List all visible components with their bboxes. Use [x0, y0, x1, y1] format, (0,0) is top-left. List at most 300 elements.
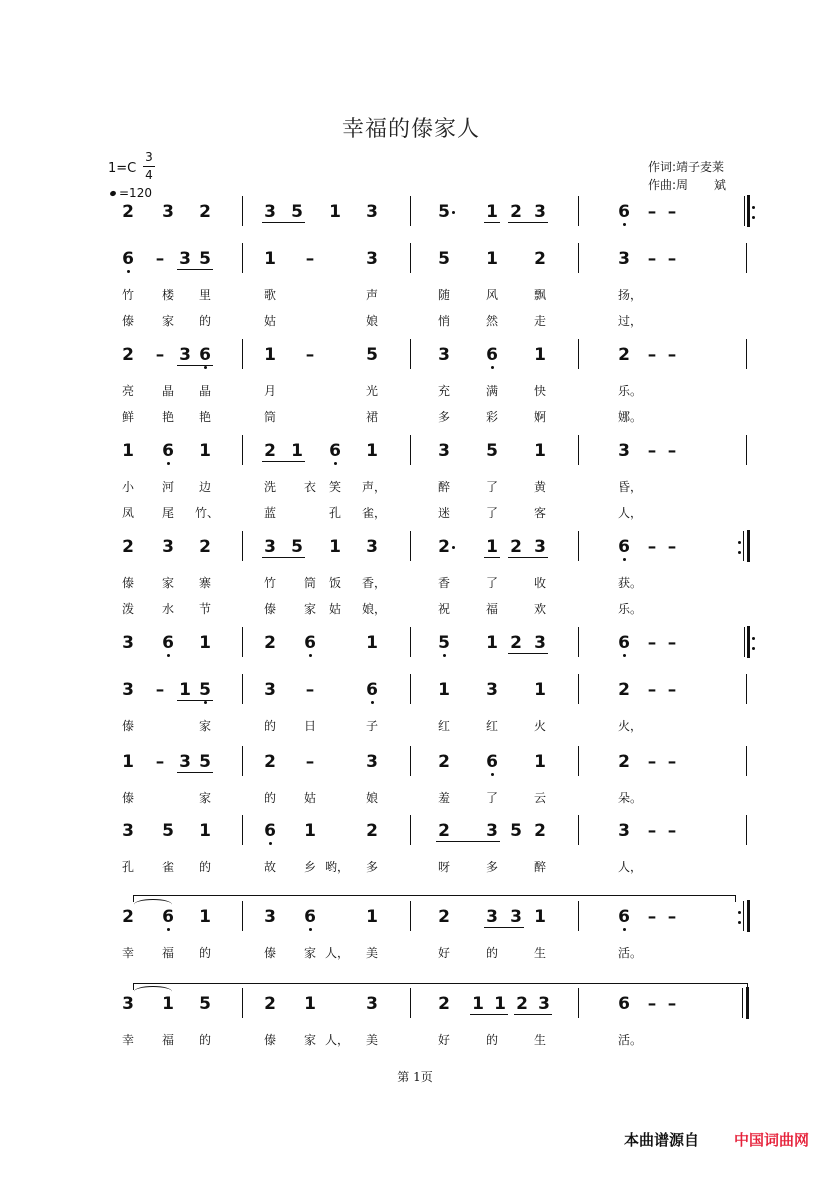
- note: 2: [122, 907, 134, 927]
- lyric-char: 家: [303, 602, 316, 616]
- note: 2: [199, 202, 211, 222]
- lyric-char: 的: [198, 860, 211, 874]
- note: 6: [486, 345, 498, 365]
- dash: –: [667, 994, 677, 1014]
- eighth-underline: [484, 222, 500, 223]
- lyric-char: 傣: [121, 576, 134, 590]
- barline: [242, 815, 243, 845]
- note: 6: [329, 441, 341, 461]
- barline: [578, 627, 579, 657]
- eighth-underline: [508, 653, 548, 654]
- lyric-char: 生: [533, 1033, 546, 1047]
- note: 3: [264, 202, 276, 222]
- lyric-char: 火: [533, 719, 546, 733]
- barline: [242, 988, 243, 1018]
- octave-dot: [309, 654, 312, 657]
- lyric-char: 获。: [618, 576, 643, 590]
- note: 5: [486, 441, 498, 461]
- dash: –: [305, 680, 315, 700]
- lyric-char: 姑: [263, 314, 276, 328]
- barline: [242, 627, 243, 657]
- lyric-char: 傣: [121, 719, 134, 733]
- note: 3: [162, 537, 174, 557]
- note: 6: [618, 537, 630, 557]
- barline: [746, 339, 747, 369]
- note: 3: [179, 249, 191, 269]
- note: 3: [122, 633, 134, 653]
- barline: [578, 746, 579, 776]
- note: 2: [264, 441, 276, 461]
- lyric-char: 人，: [618, 506, 643, 520]
- dash: –: [667, 249, 677, 269]
- note: 3: [534, 537, 546, 557]
- lyric-char: 美: [365, 946, 378, 960]
- lyric-char: 的: [485, 946, 498, 960]
- dash: –: [667, 441, 677, 461]
- lyric-char: 充: [437, 384, 450, 398]
- note: 5: [291, 202, 303, 222]
- source-label: 本曲谱源自: [624, 1131, 700, 1149]
- note: 5: [199, 994, 211, 1014]
- lyric-char: 凤: [121, 506, 134, 520]
- note: 3: [264, 680, 276, 700]
- page-number: 第 1页: [397, 1070, 433, 1084]
- note: 3: [438, 345, 450, 365]
- note: 1: [366, 907, 378, 927]
- octave-dot: [167, 462, 170, 465]
- octave-dot: [371, 701, 374, 704]
- note: 3: [366, 249, 378, 269]
- barline: [743, 531, 744, 561]
- lyric-char: 雀，: [362, 506, 387, 520]
- quarter-note-icon: [109, 190, 116, 197]
- lyric-char: 迷: [437, 506, 450, 520]
- lyric-char: 竹: [121, 288, 134, 302]
- lyric-char: 娘: [365, 791, 378, 805]
- lyric-char: 人，: [325, 946, 350, 960]
- lyric-char: 昏，: [618, 480, 643, 494]
- lyric-char: 故: [263, 860, 276, 874]
- note: 1: [534, 907, 546, 927]
- lyric-char: 婀: [533, 410, 546, 424]
- lyric-char: 雀: [161, 860, 174, 874]
- lyric-char: 欢: [533, 602, 546, 616]
- lyric-char: 节: [198, 602, 211, 616]
- note: 5: [366, 345, 378, 365]
- repeat-dot: [752, 647, 755, 650]
- dash: –: [667, 537, 677, 557]
- note: 2: [199, 537, 211, 557]
- dash: –: [647, 441, 657, 461]
- note: 6: [366, 680, 378, 700]
- lyric-char: 傣: [121, 314, 134, 328]
- note: 1: [438, 680, 450, 700]
- note: 3: [366, 994, 378, 1014]
- dash: –: [647, 680, 657, 700]
- repeat-dot: [752, 206, 755, 209]
- barline: [242, 531, 243, 561]
- octave-dot: [309, 928, 312, 931]
- note: 2: [264, 994, 276, 1014]
- barline: [410, 243, 411, 273]
- barline: [578, 531, 579, 561]
- dash: –: [667, 680, 677, 700]
- lyric-char: 红: [485, 719, 498, 733]
- note: 3: [366, 537, 378, 557]
- composer-name-2: 斌: [714, 178, 727, 192]
- repeat-dot: [752, 216, 755, 219]
- note: 5: [438, 202, 450, 222]
- note: 1: [534, 345, 546, 365]
- lyric-char: 衣: [303, 480, 316, 494]
- note: 2: [122, 537, 134, 557]
- barline: [578, 339, 579, 369]
- octave-dot: [334, 462, 337, 465]
- barline: [410, 339, 411, 369]
- time-signature: [143, 150, 155, 183]
- note: 1: [304, 821, 316, 841]
- note: 5: [510, 821, 522, 841]
- lyric-char: 然: [485, 314, 498, 328]
- lyric-char: 彩: [485, 410, 498, 424]
- dash: –: [305, 345, 315, 365]
- eighth-underline: [508, 557, 548, 558]
- eighth-underline: [177, 365, 213, 366]
- lyric-char: 朵。: [618, 791, 643, 805]
- lyric-char: 好: [437, 946, 450, 960]
- lyric-char: 火，: [618, 719, 643, 733]
- lyric-char: 悄: [437, 314, 450, 328]
- note: 1: [199, 821, 211, 841]
- dash: –: [667, 202, 677, 222]
- note: 1: [486, 249, 498, 269]
- barline: [410, 196, 411, 226]
- octave-dot: [623, 558, 626, 561]
- eighth-underline: [508, 222, 548, 223]
- barline: [242, 674, 243, 704]
- lyric-char: 傣: [263, 1033, 276, 1047]
- note: 3: [179, 752, 191, 772]
- octave-dot: [491, 366, 494, 369]
- lyric-char: 傣: [121, 791, 134, 805]
- slur: [134, 899, 172, 910]
- lyric-char: 竹、: [195, 506, 220, 520]
- lyric-char: 活。: [618, 1033, 643, 1047]
- note: 2: [122, 202, 134, 222]
- dash: –: [647, 821, 657, 841]
- note: 2: [618, 680, 630, 700]
- note: 1: [486, 537, 498, 557]
- note: 2: [122, 345, 134, 365]
- lyric-char: 乡: [303, 860, 316, 874]
- octave-dot: [204, 701, 207, 704]
- note: 2: [510, 633, 522, 653]
- lyric-char: 香，: [362, 576, 387, 590]
- octave-dot: [623, 928, 626, 931]
- note: 1: [494, 994, 506, 1014]
- lyric-char: 泼: [121, 602, 134, 616]
- octave-dot: [204, 366, 207, 369]
- note: 2: [510, 202, 522, 222]
- octave-dot: [491, 773, 494, 776]
- dash: –: [647, 345, 657, 365]
- barline: [410, 988, 411, 1018]
- lyric-char: 姑: [328, 602, 341, 616]
- note: 1: [122, 441, 134, 461]
- note: 1: [534, 441, 546, 461]
- note: 1: [486, 202, 498, 222]
- lyric-char: 饭: [328, 576, 341, 590]
- barline: [744, 627, 745, 657]
- lyric-char: 笑: [328, 480, 341, 494]
- lyric-char: 随: [437, 288, 450, 302]
- lyric-char: 的: [198, 946, 211, 960]
- note: 3: [486, 821, 498, 841]
- dash: –: [305, 249, 315, 269]
- volta-bracket: [133, 895, 736, 902]
- lyric-char: 家: [198, 791, 211, 805]
- tempo-value: =120: [119, 186, 152, 200]
- note: 2: [618, 345, 630, 365]
- note: 6: [162, 907, 174, 927]
- octave-dot: [167, 654, 170, 657]
- note: 3: [534, 633, 546, 653]
- barline: [242, 435, 243, 465]
- dash: –: [647, 202, 657, 222]
- lyric-char: 了: [485, 576, 498, 590]
- lyric-char: 小: [121, 480, 134, 494]
- thick-barline: [747, 530, 750, 562]
- barline: [410, 674, 411, 704]
- lyric-char: 的: [198, 1033, 211, 1047]
- barline: [242, 339, 243, 369]
- lyric-char: 醉: [437, 480, 450, 494]
- barline: [746, 746, 747, 776]
- lyric-char: 快: [533, 384, 546, 398]
- thick-barline: [746, 987, 749, 1019]
- lyric-char: 艳: [161, 410, 174, 424]
- barline: [578, 988, 579, 1018]
- lyric-char: 子: [365, 719, 378, 733]
- note: 3: [618, 249, 630, 269]
- note: 3: [486, 907, 498, 927]
- lyric-char: 筒: [303, 576, 316, 590]
- note: 6: [199, 345, 211, 365]
- lyric-char: 晶: [198, 384, 211, 398]
- lyric-char: 筒: [263, 410, 276, 424]
- note: 3: [179, 345, 191, 365]
- barline: [242, 196, 243, 226]
- lyric-char: 孔: [121, 860, 134, 874]
- lyric-char: 娘: [365, 314, 378, 328]
- eighth-underline: [484, 927, 524, 928]
- lyric-char: 幸: [121, 1033, 134, 1047]
- dash: –: [155, 249, 165, 269]
- note: 3: [264, 907, 276, 927]
- lyric-char: 红: [437, 719, 450, 733]
- lyric-char: 蓝: [263, 506, 276, 520]
- lyric-char: 人，: [325, 1033, 350, 1047]
- note: 2: [438, 994, 450, 1014]
- lyric-char: 生: [533, 946, 546, 960]
- lyric-char: 了: [485, 480, 498, 494]
- lyric-char: 鲜: [121, 410, 134, 424]
- note: 2: [438, 752, 450, 772]
- lyric-char: 裙: [365, 410, 378, 424]
- lyric-char: 多: [437, 410, 450, 424]
- barline: [743, 901, 744, 931]
- note: 2: [516, 994, 528, 1014]
- lyric-char: 好: [437, 1033, 450, 1047]
- lyric-char: 乐。: [618, 602, 643, 616]
- lyric-char: 多: [485, 860, 498, 874]
- note: 6: [304, 907, 316, 927]
- lyric-char: 走: [533, 314, 546, 328]
- note: 6: [162, 633, 174, 653]
- lyric-char: 日: [303, 719, 316, 733]
- dash: –: [155, 345, 165, 365]
- dash: –: [647, 633, 657, 653]
- note: 1: [199, 907, 211, 927]
- octave-dot: [623, 223, 626, 226]
- dash: –: [667, 752, 677, 772]
- barline: [578, 815, 579, 845]
- note: 5: [438, 249, 450, 269]
- dash: –: [647, 907, 657, 927]
- eighth-underline: [262, 222, 305, 223]
- lyric-char: 声，: [362, 480, 387, 494]
- note: 1: [264, 249, 276, 269]
- barline: [578, 435, 579, 465]
- note: 1: [162, 994, 174, 1014]
- octave-dot: [167, 928, 170, 931]
- barline: [746, 243, 747, 273]
- lyric-char: 了: [485, 791, 498, 805]
- lyric-char: 傣: [263, 602, 276, 616]
- lyric-char: 幸: [121, 946, 134, 960]
- dash: –: [647, 752, 657, 772]
- barline: [742, 988, 743, 1018]
- lyric-char: 的: [198, 314, 211, 328]
- lyric-char: 家: [198, 719, 211, 733]
- lyric-char: 边: [198, 480, 211, 494]
- note: 2: [264, 752, 276, 772]
- eighth-underline: [177, 269, 213, 270]
- note: 5: [199, 249, 211, 269]
- repeat-dot: [752, 637, 755, 640]
- lyric-char: 洗: [263, 480, 276, 494]
- barline: [746, 674, 747, 704]
- lyric-char: 满: [485, 384, 498, 398]
- eighth-underline: [484, 557, 500, 558]
- lyric-char: 家: [161, 314, 174, 328]
- note: 6: [122, 249, 134, 269]
- lyric-char: 了: [485, 506, 498, 520]
- lyric-char: 里: [198, 288, 211, 302]
- note: 1: [329, 537, 341, 557]
- note: 2: [510, 537, 522, 557]
- lyric-char: 月: [263, 384, 276, 398]
- barline: [744, 196, 745, 226]
- note: 3: [510, 907, 522, 927]
- note: 3: [486, 680, 498, 700]
- note: 1: [534, 752, 546, 772]
- dash: –: [667, 821, 677, 841]
- lyric-char: 孔: [328, 506, 341, 520]
- note: 3: [618, 821, 630, 841]
- eighth-underline: [262, 557, 305, 558]
- barline: [578, 243, 579, 273]
- note: 1: [199, 441, 211, 461]
- lyric-char: 歌: [263, 288, 276, 302]
- note: 3: [366, 752, 378, 772]
- note: 3: [618, 441, 630, 461]
- lyric-char: 呀: [437, 860, 450, 874]
- note: 3: [534, 202, 546, 222]
- dash: –: [155, 680, 165, 700]
- note: 1: [486, 633, 498, 653]
- repeat-dot: [738, 921, 741, 924]
- barline: [746, 815, 747, 845]
- note: 6: [304, 633, 316, 653]
- barline: [242, 243, 243, 273]
- lyric-char: 香: [437, 576, 450, 590]
- note: 1: [366, 441, 378, 461]
- barline: [410, 531, 411, 561]
- note: 6: [486, 752, 498, 772]
- eighth-underline: [436, 841, 500, 842]
- lyric-char: 祝: [437, 602, 450, 616]
- note: 1: [304, 994, 316, 1014]
- note: 2: [438, 537, 450, 557]
- lyric-char: 竹: [263, 576, 276, 590]
- lyric-char: 收: [533, 576, 546, 590]
- octave-dot: [269, 842, 272, 845]
- dash: –: [667, 907, 677, 927]
- note: 6: [264, 821, 276, 841]
- lyric-char: 的: [263, 719, 276, 733]
- time-numerator: 3: [145, 150, 153, 164]
- lyric-char: 亮: [121, 384, 134, 398]
- octave-dot: [443, 654, 446, 657]
- slur: [134, 986, 172, 997]
- lyric-char: 的: [485, 1033, 498, 1047]
- lyric-char: 娜。: [618, 410, 643, 424]
- note: 1: [366, 633, 378, 653]
- note: 5: [162, 821, 174, 841]
- lyric-char: 黄: [533, 480, 546, 494]
- lyric-char: 福: [161, 946, 174, 960]
- lyric-char: 哟，: [325, 860, 350, 874]
- note: 6: [618, 907, 630, 927]
- note: 1: [179, 680, 191, 700]
- lyric-char: 艳: [198, 410, 211, 424]
- eighth-underline: [177, 700, 213, 701]
- key-signature: 1=C: [108, 161, 137, 176]
- note: 2: [534, 249, 546, 269]
- barline: [578, 196, 579, 226]
- barline: [242, 901, 243, 931]
- barline: [410, 435, 411, 465]
- lyric-char: 家: [303, 1033, 316, 1047]
- note: 6: [618, 202, 630, 222]
- lyric-char: 福: [485, 602, 498, 616]
- repeat-dot: [738, 911, 741, 914]
- note: 3: [122, 821, 134, 841]
- note: 3: [122, 994, 134, 1014]
- thick-barline: [747, 195, 750, 227]
- dash: –: [305, 752, 315, 772]
